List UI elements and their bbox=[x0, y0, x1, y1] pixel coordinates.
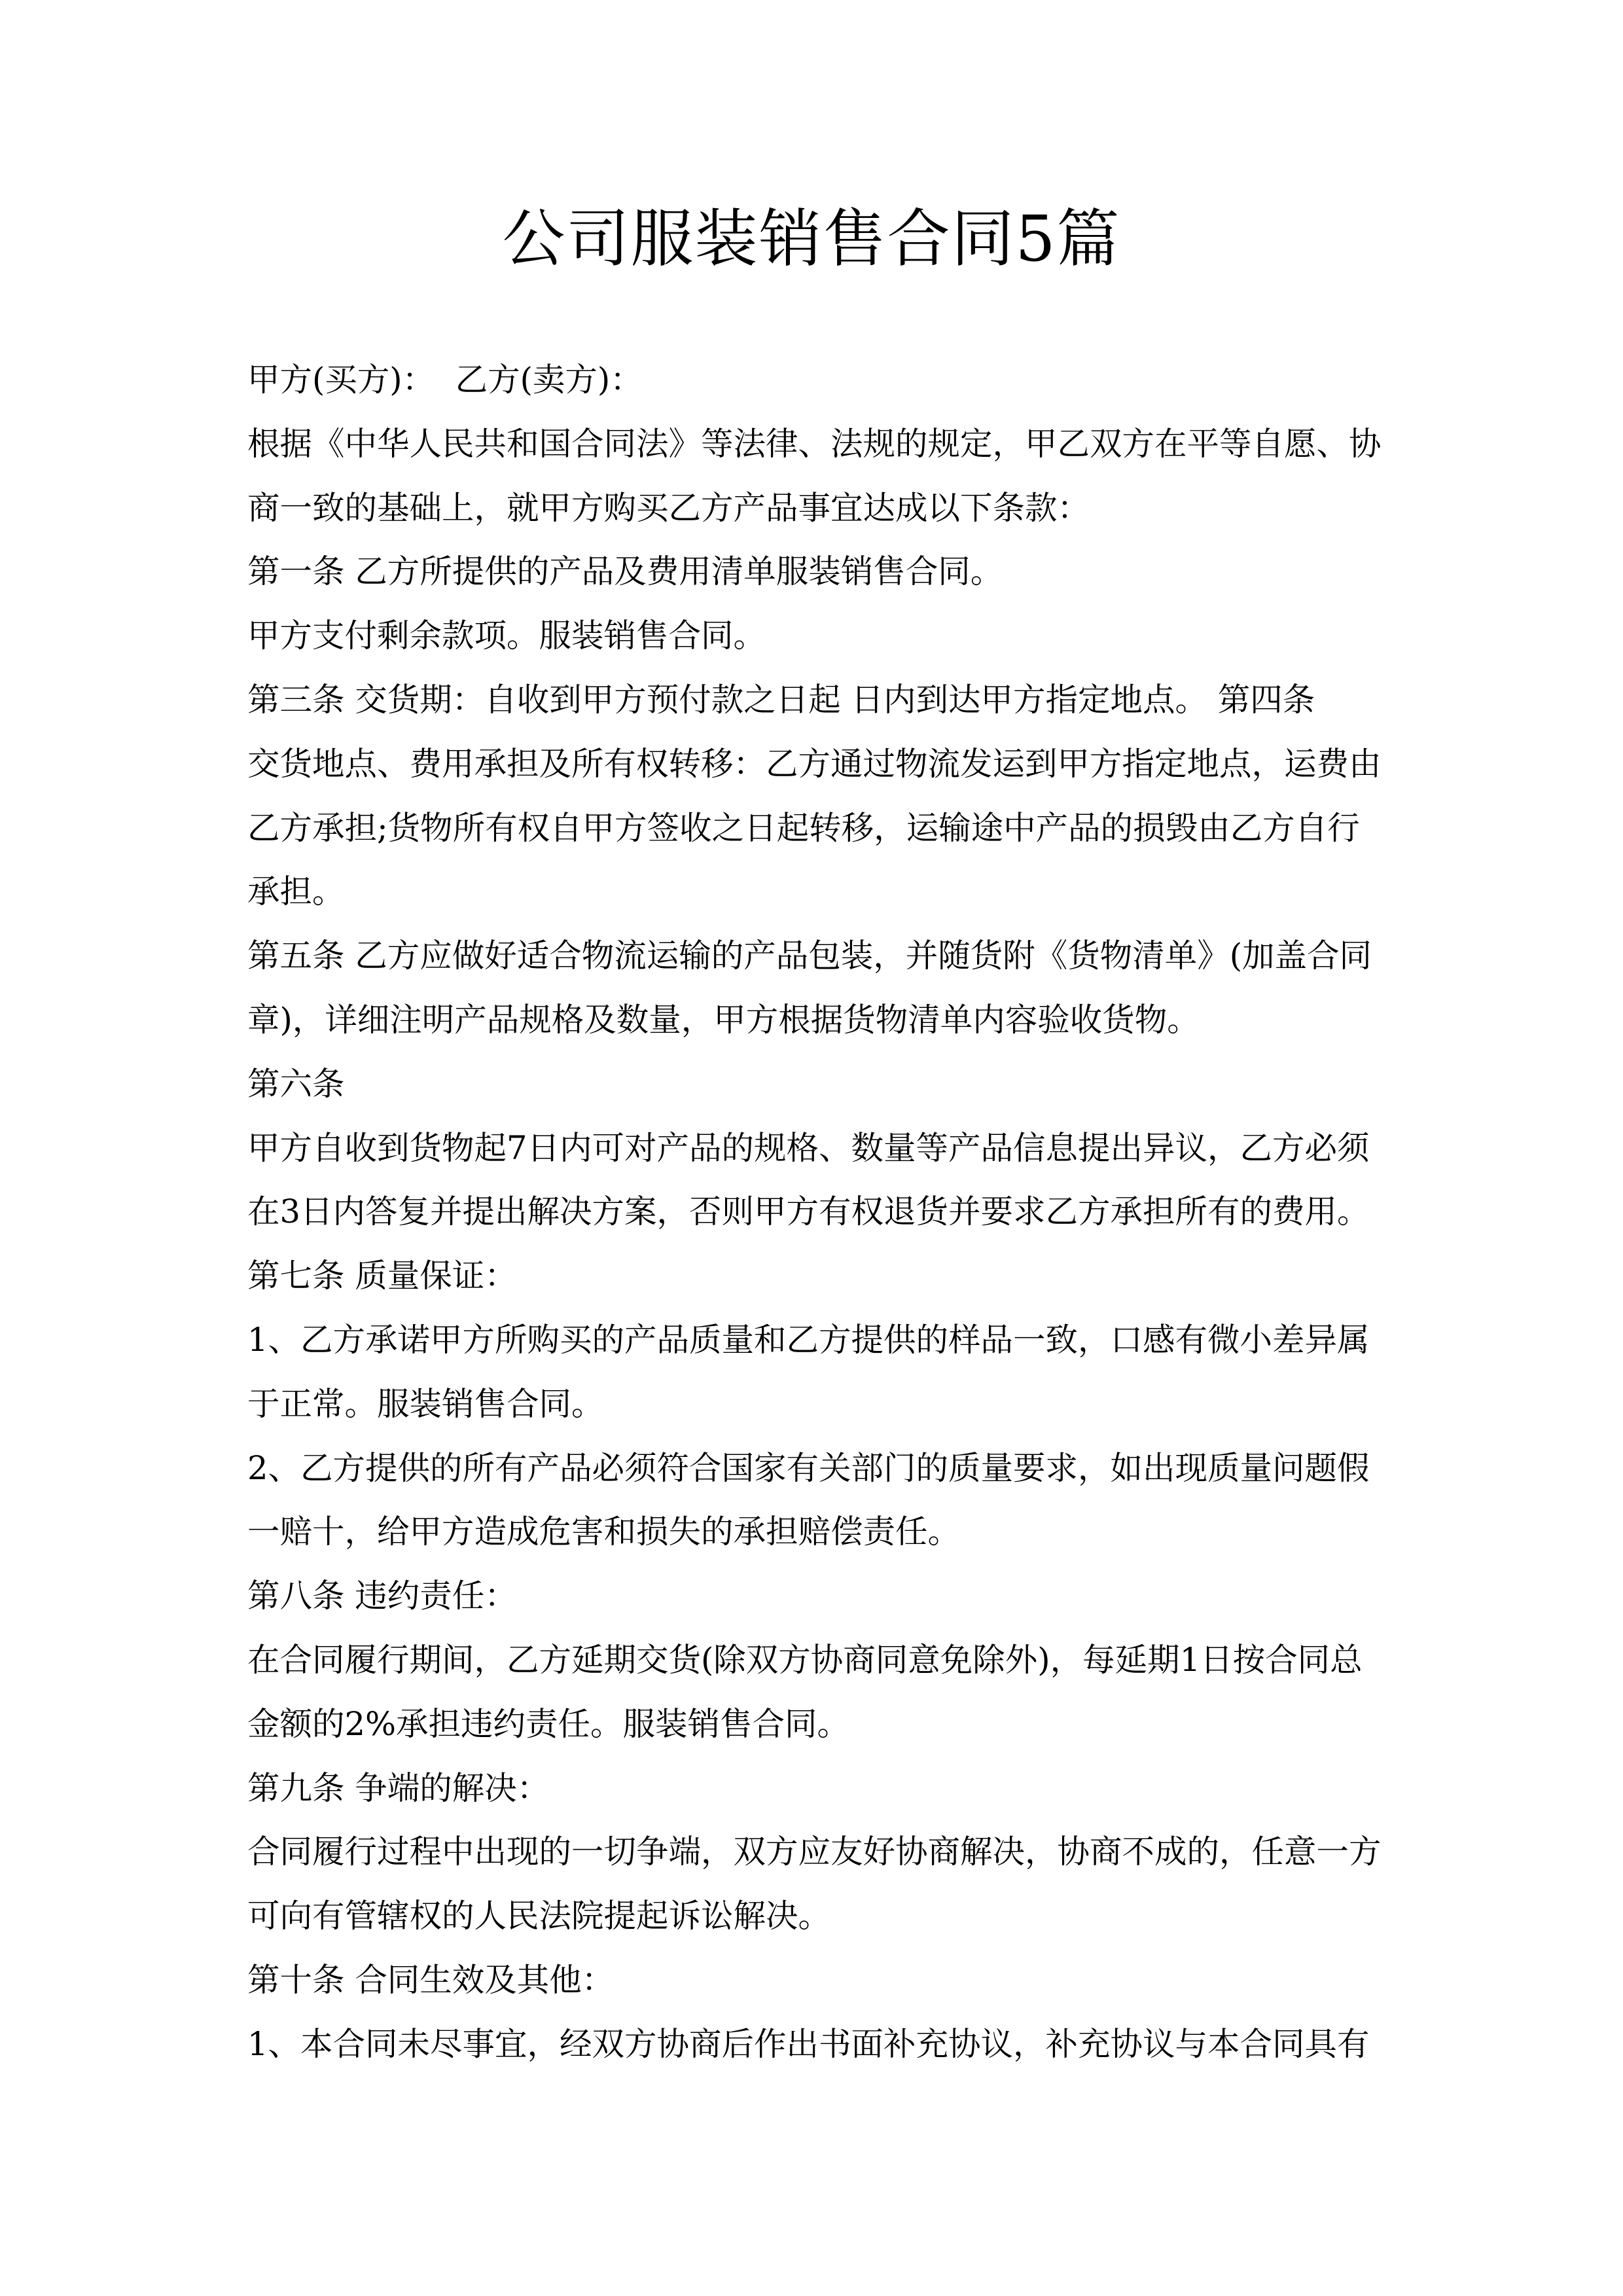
text-line: 第五条 乙方应做好适合物流运输的产品包装，并随货附《货物清单》(加盖合同 bbox=[247, 937, 1372, 975]
text-line: 1、本合同未尽事宜，经双方协商后作出书面补充协议，补充协议与本合同具有 bbox=[247, 2024, 1370, 2063]
text-line: 根据《中华人民共和国合同法》等法律、法规的规定，甲乙双方在平等自愿、协 bbox=[247, 424, 1382, 463]
text-line: 乙方承担;货物所有权自甲方签收之日起转移，运输途中产品的损毁由乙方自行 bbox=[247, 808, 1360, 847]
text-line: 在合同履行期间，乙方延期交货(除双方协商同意免除外)，每延期1日按合同总 bbox=[247, 1640, 1363, 1679]
text-line: 在3日内答复并提出解决方案，否则甲方有权退货并要求乙方承担所有的费用。 bbox=[247, 1193, 1370, 1231]
text-line: 第一条 乙方所提供的产品及费用清单服装销售合同。 bbox=[247, 552, 1003, 591]
document-body bbox=[247, 348, 1399, 2077]
text-line: 甲方支付剩余款项。服装销售合同。 bbox=[247, 617, 766, 655]
text-line: 合同履行过程中出现的一切争端，双方应友好协商解决，协商不成的，任意一方 bbox=[247, 1833, 1382, 1871]
text-line: 一赔十，给甲方造成危害和损失的承担赔偿责任。 bbox=[247, 1513, 960, 1551]
text-line: 第六条 bbox=[247, 1064, 345, 1103]
text-line: 交货地点、费用承担及所有权转移：乙方通过物流发运到甲方指定地点，运费由 bbox=[247, 744, 1382, 783]
text-line: 第九条 争端的解决： bbox=[247, 1768, 550, 1807]
text-line: 第八条 违约责任： bbox=[247, 1577, 517, 1615]
text-line: 第三条 交货期：自收到甲方预付款之日起 日内到达甲方指定地点。 第四条 bbox=[247, 680, 1315, 719]
text-line: 甲方(买方)： 乙方(卖方)： bbox=[247, 361, 643, 399]
text-line: 2、乙方提供的所有产品必须符合国家有关部门的质量要求，如出现质量问题假 bbox=[247, 1448, 1370, 1487]
text-line: 甲方自收到货物起7日内可对产品的规格、数量等产品信息提出异议，乙方必须 bbox=[247, 1128, 1370, 1167]
text-line: 于正常。服装销售合同。 bbox=[247, 1384, 604, 1423]
text-line: 可向有管辖权的人民法院提起诉讼解决。 bbox=[247, 1897, 830, 1935]
text-line: 1、乙方承诺甲方所购买的产品质量和乙方提供的样品一致，口感有微小差异属 bbox=[247, 1320, 1370, 1359]
text-line: 金额的2%承担违约责任。服装销售合同。 bbox=[247, 1704, 850, 1743]
text-line: 商一致的基础上，就甲方购买乙方产品事宜达成以下条款： bbox=[247, 488, 1090, 527]
document-title: 公司服装销售合同5篇 bbox=[502, 202, 1121, 276]
text-line: 章)，详细注明产品规格及数量，甲方根据货物清单内容验收货物。 bbox=[247, 1000, 1200, 1039]
text-line: 第十条 合同生效及其他： bbox=[247, 1960, 615, 1999]
text-line: 第七条 质量保证： bbox=[247, 1257, 517, 1295]
text-line: 承担。 bbox=[247, 872, 345, 911]
